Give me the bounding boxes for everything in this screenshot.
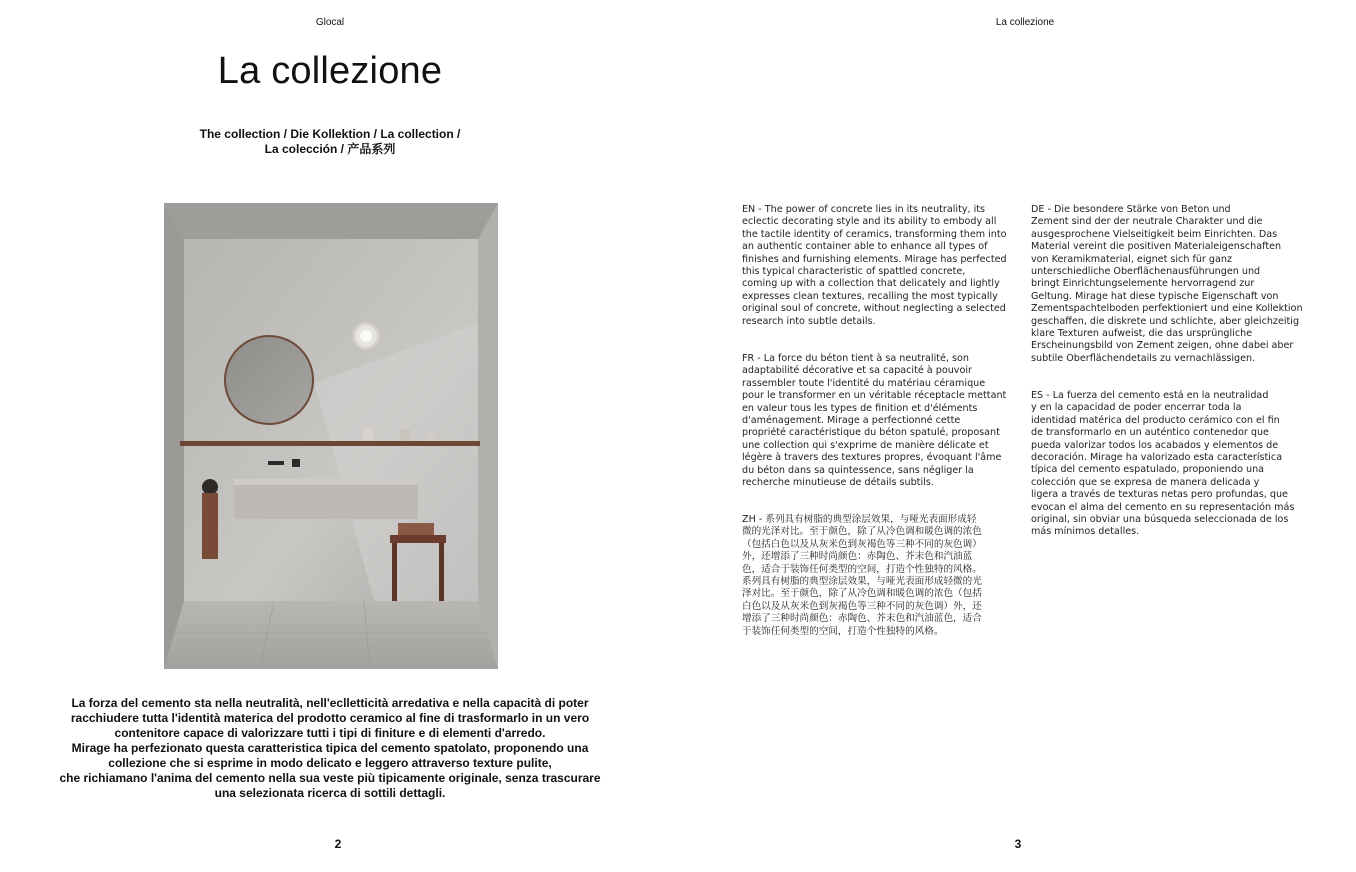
text-block-es: ES - La fuerza del cemento está en la neutralidad y en la capacidad de poder encerrar toda la identidad matérica del producto cerámico con el fin de transformarlo en un auténtico contenedor que pueda valorizar todos los acabados y elementos de decoración. Mirage ha valorizado esta característica típica del cemento espatulado, proponiendo una colección que se expresa de manera delicada y ligera a través de texturas netas pero profundas, que evocan el alma del cemento en su representación más original, sin obviar una búsqueda seleccionada de los más mínimos detalles. [1031,390,1295,538]
page-title: La collezione [217,50,443,92]
text-block-zh: ZH - 系列具有树脂的典型涂层效果，与哑光表面形成轻 微的光泽对比。至于颜色，除了从冷色调和暖色调的浓色 （包括白色以及从灰米色到灰褐色等三种不同的灰色调） 外，还增添了三种时尚颜色：赤陶色、芥末色和汽油蓝 色，适合于装饰任何类型的空间，打造个性独特的风格。 系列具有树脂的典型涂层效果，与哑光表面形成轻微的光 泽对比。至于颜色，除了从冷色调和暖色调的浓色（包括 白色以及从灰米色到灰褐色等三种不同的灰色调）外，还 增添了三种时尚颜色：赤陶色、芥末色和汽油蓝色，适合 于装饰任何类型的空间，打造个性独特的风格。 [742,514,982,637]
text-block-fr: FR - La force du béton tient à sa neutralité, son adaptabilité décorative et sa capacité à pouvoir rassembler toute l'identité du matériau céramique pour le transformer en un véritable réceptacle mettant en valeur tous les types de finition et d'éléments d'aménagement. Mirage a perfectionné cette propriété caractéristique du béton spatulé, proposant une collection qui s'exprime de manière délicate et légère à travers des textures propres, évoquant l'âme du béton dans sa quintessence, sans négliger la recherche minutieuse de détails subtils. [742,353,1007,489]
page-number-right: 3 [1014,837,1022,851]
page-number-left: 2 [334,837,342,851]
text-block-en: EN - The power of concrete lies in its neutrality, its eclectic decorating style and its ability to embody all the tactile identity of ceramics, transforming them into an authentic container able to enhance all types of finishes and furnishing elements. Mirage has perfected this typical characteristic of spattled concrete, coming up with a collection that delicately and lightly expresses clean textures, recalling the most typically original soul of concrete, without neglecting a selected research into subtle details. [742,204,1007,327]
running-title-right: La collezione [995,17,1055,28]
page-subtitle: The collection / Die Kollektion / La collection / La colección / 产品系列 [199,127,461,156]
text-block-de: DE - Die besondere Stärke von Beton und Zement sind der der neutrale Charakter und die ausgesprochene Vielseitigkeit beim Einrichten. Das Material vereint die positiven Materialeigenschaften von Keramikmaterial, eignet sich für ganz unterschiedliche Oberflächenausführungen und bringt Einrichtungselemente hervorragend zur Geltung. Mirage hat diese typische Eigenschaft von Zementspachtelboden perfektioniert und eine Kollektion geschaffen, die diskrete und schlichte, aber gleichzeitig klare Texturen aufweist, die das ursprüngliche Erscheinungsbild von Zement zeigen, ohne dabei aber subtile Oberflächendetails zu vernachlässigen. [1031,204,1303,364]
bathroom-photo [164,203,498,669]
collection-description: La forza del cemento sta nella neutralità, nell'eclletticità arredativa e nella capacità di poter racchiudere tutta l'identità materica del prodotto ceramico al fine di trasformarlo in un vero contenitore capace di valorizzare tutti i tipi di finiture e di elementi d'arredo. Mirage ha perfezionato questa caratteristica tipica del cemento spatolato, proponendo una collezione che si esprime in modo delicato e leggero attraverso texture pulite, che richiamano l'anima del cemento nella sua veste più tipicamente originale, senza trascurare una selezionata ricerca di sottili dettagli. [59,696,601,800]
running-title-left: Glocal [315,17,345,28]
